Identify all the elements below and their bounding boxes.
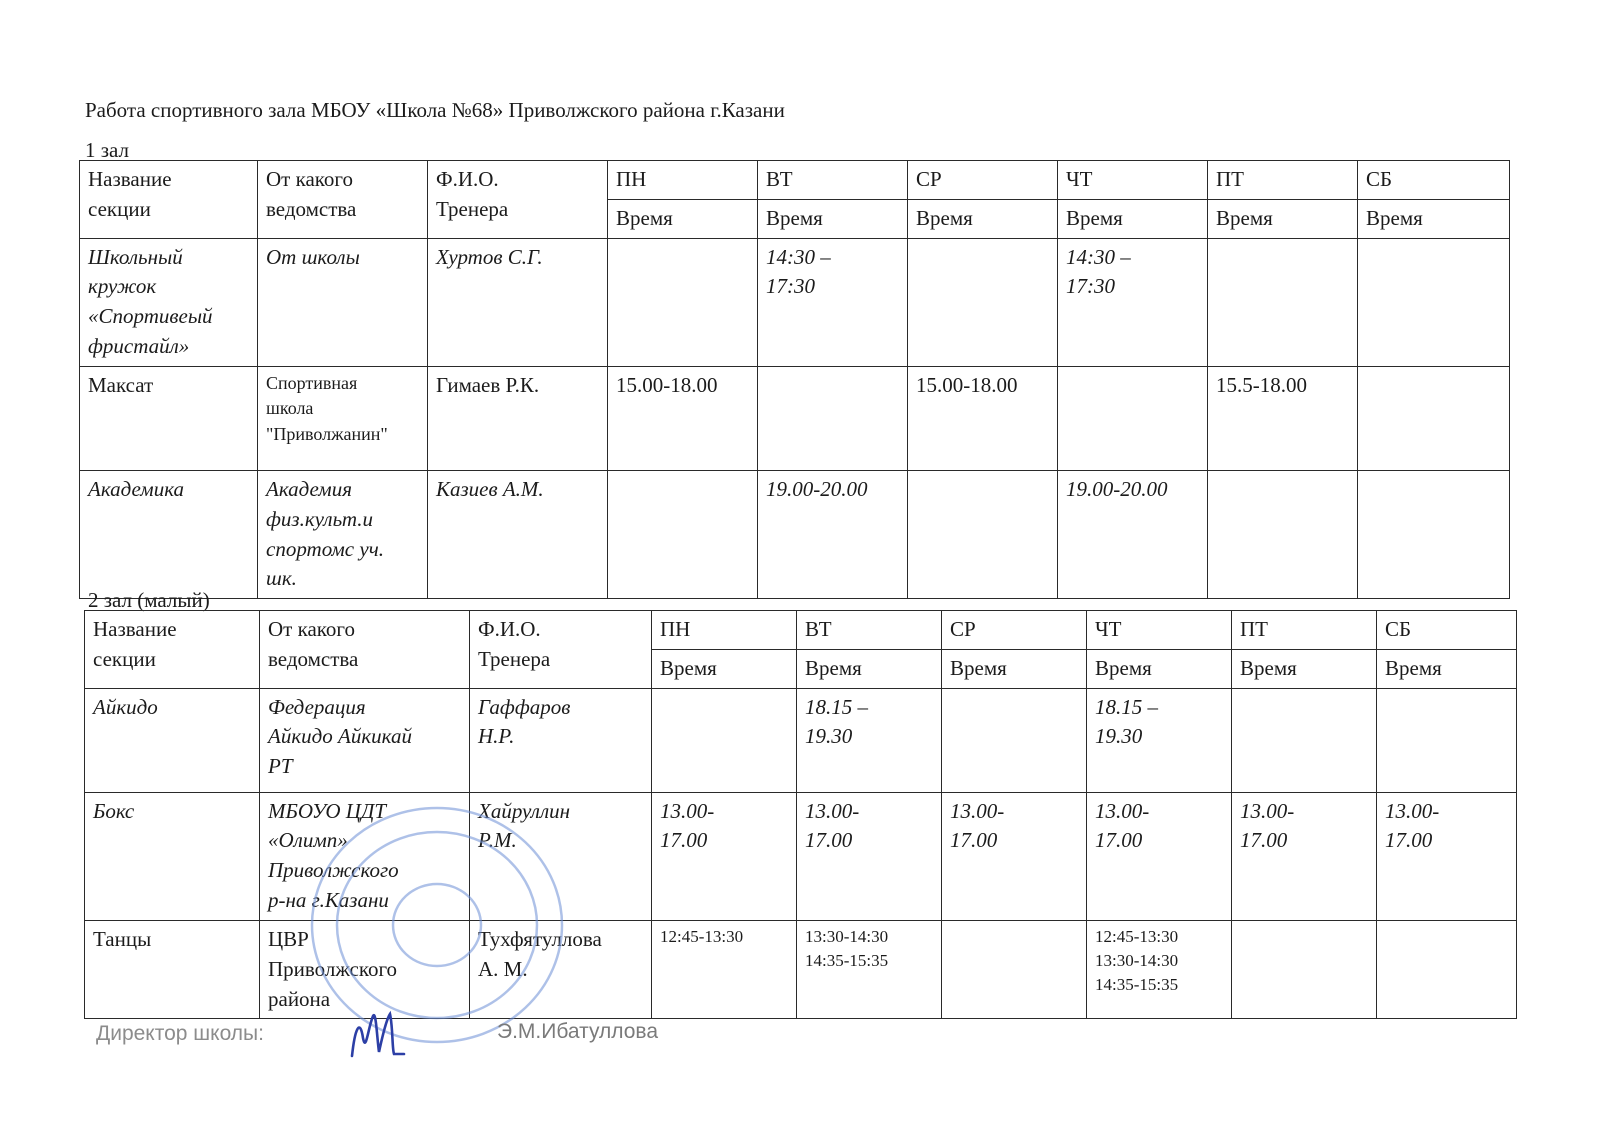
cell-line: РТ	[268, 754, 293, 779]
cell-line: Айкидо Айкикай	[268, 724, 412, 749]
time-cell-thu	[1058, 366, 1208, 470]
cell-line: А. М.	[478, 956, 528, 981]
time-cell-thu	[1058, 470, 1208, 598]
header-day-tue: ВТ	[758, 161, 908, 200]
header-day-tue: ВТ	[797, 611, 942, 650]
time-cell-thu	[1087, 688, 1232, 792]
cell-line: Академия	[266, 476, 352, 501]
time-cell-tue	[758, 366, 908, 470]
cell-line: 14:30 –	[766, 244, 831, 269]
cell-line: школа	[266, 398, 314, 419]
cell-line: Н.Р.	[478, 724, 515, 749]
cell-line: 14:30 –	[1066, 244, 1131, 269]
hall1-row-akademika	[80, 470, 1510, 598]
hall2-header-row	[85, 611, 1517, 650]
time-cell-wed	[942, 688, 1087, 792]
cell-line: Гаффаров	[478, 694, 571, 719]
header-section-name: Название секции	[80, 161, 258, 239]
trainer-cell	[428, 238, 608, 366]
cell-line: фристайл»	[88, 334, 190, 359]
trainer-cell	[428, 470, 608, 598]
header-day-fri: ПТ	[1232, 611, 1377, 650]
cell-line: 15.00-18.00	[916, 372, 1018, 397]
time-cell-mon	[608, 470, 758, 598]
department-cell	[258, 238, 428, 366]
hall2-row-aikido	[85, 688, 1517, 792]
cell-line: 13:30-14:30	[1095, 951, 1179, 970]
trainer-cell	[470, 792, 652, 920]
cell-line: «Спортивеый	[88, 304, 213, 329]
cell-line: 13.00-	[660, 798, 715, 823]
header-day-wed: СР	[908, 161, 1058, 200]
header-time: Время	[797, 649, 942, 688]
cell-line: района	[268, 986, 331, 1011]
cell-line: Школьный	[88, 244, 183, 269]
cell-line: От школы	[266, 244, 360, 269]
time-cell-wed	[908, 366, 1058, 470]
time-cell-fri	[1232, 920, 1377, 1018]
header-day-thu: ЧТ	[1087, 611, 1232, 650]
hall2-label: 2 зал (малый)	[88, 588, 210, 612]
time-cell-thu	[1058, 238, 1208, 366]
time-cell-mon	[608, 366, 758, 470]
cell-line: 13.00-	[1385, 798, 1440, 823]
cell-line: 13.00-	[1095, 798, 1150, 823]
cell-line: шк.	[266, 566, 297, 591]
cell-line: 12:45-13:30	[1095, 926, 1179, 946]
header-section-name: Название секции	[85, 611, 260, 689]
cell-line: физ.культ.и	[266, 506, 374, 531]
header-day-wed: СР	[942, 611, 1087, 650]
cell-line: 18.15 –	[1095, 694, 1158, 719]
department-cell	[258, 470, 428, 598]
trainer-cell	[470, 688, 652, 792]
cell-line: Казиев А.М.	[436, 476, 544, 501]
header-trainer: Ф.И.О. Тренера	[470, 611, 652, 689]
cell-line: 13.00-	[805, 798, 860, 823]
hall2-row-dance	[85, 920, 1517, 1018]
cell-line: "Приволжанин"	[266, 423, 388, 444]
section-name-cell	[85, 920, 260, 1018]
header-day-fri: ПТ	[1208, 161, 1358, 200]
header-time: Время	[1087, 649, 1232, 688]
cell-line: 15.00-18.00	[616, 372, 718, 397]
header-day-mon: ПН	[652, 611, 797, 650]
section-name-cell	[80, 470, 258, 598]
director-label: Директор школы:	[96, 1022, 264, 1045]
cell-line: 17.00	[1095, 828, 1143, 853]
cell-line: 12:45-13:30	[660, 926, 744, 946]
time-cell-thu	[1087, 920, 1232, 1018]
cell-line: Приволжского	[268, 956, 398, 981]
time-cell-wed	[942, 792, 1087, 920]
time-cell-fri	[1208, 238, 1358, 366]
cell-line: 19.30	[1095, 724, 1143, 749]
section-name-cell	[80, 238, 258, 366]
cell-line: 17:30	[766, 274, 815, 299]
cell-line: 14:35-15:35	[1095, 975, 1179, 995]
time-cell-thu	[1087, 792, 1232, 920]
cell-line: Айкидо	[93, 694, 158, 719]
department-cell	[260, 792, 470, 920]
time-cell-mon	[652, 688, 797, 792]
time-cell-sat	[1358, 366, 1510, 470]
time-cell-fri	[1208, 470, 1358, 598]
cell-line: 14:35-15:35	[805, 951, 889, 970]
header-time: Время	[1058, 199, 1208, 238]
header-department: От какого ведомства	[260, 611, 470, 689]
cell-line: 17.00	[1385, 828, 1433, 853]
header-time: Время	[908, 199, 1058, 238]
header-time: Время	[758, 199, 908, 238]
cell-line: Тухфятуллова	[478, 926, 602, 951]
header-day-sat: СБ	[1358, 161, 1510, 200]
cell-line: 17:30	[1066, 274, 1115, 299]
hall1-header-row	[80, 161, 1510, 200]
cell-line: Максат	[88, 372, 154, 397]
document-title: Работа спортивного зала МБОУ «Школа №68» Приволжского района г.Казани	[85, 98, 785, 122]
time-cell-tue	[797, 792, 942, 920]
cell-line: 19.00-20.00	[766, 476, 868, 501]
hall2-row-boxing	[85, 792, 1517, 920]
time-cell-fri	[1208, 366, 1358, 470]
section-name-cell	[85, 792, 260, 920]
header-department: От какого ведомства	[258, 161, 428, 239]
cell-line: Приволжского	[268, 858, 399, 883]
header-time: Время	[1377, 649, 1517, 688]
cell-line: Хуртов С.Г.	[436, 244, 543, 269]
cell-line: 17.00	[1240, 828, 1288, 853]
time-cell-fri	[1232, 792, 1377, 920]
time-cell-tue	[797, 920, 942, 1018]
cell-line: 19.00-20.00	[1066, 476, 1168, 501]
cell-line: 13:30-14:30	[805, 926, 889, 946]
director-signature	[346, 1008, 406, 1063]
time-cell-mon	[652, 792, 797, 920]
cell-line: 19.30	[805, 724, 853, 749]
time-cell-sat	[1377, 792, 1517, 920]
cell-line: 13.00-	[1240, 798, 1295, 823]
header-time: Время	[652, 649, 797, 688]
cell-line: Академика	[88, 476, 185, 501]
time-cell-tue	[758, 470, 908, 598]
header-day-thu: ЧТ	[1058, 161, 1208, 200]
cell-line: Спортивная	[266, 372, 358, 393]
cell-line: Гимаев Р.К.	[436, 372, 540, 397]
header-time: Время	[942, 649, 1087, 688]
trainer-cell	[428, 366, 608, 470]
time-cell-tue	[758, 238, 908, 366]
director-name: Э.М.Ибатуллова	[497, 1020, 659, 1043]
time-cell-sat	[1377, 920, 1517, 1018]
time-cell-sat	[1358, 470, 1510, 598]
time-cell-wed	[908, 238, 1058, 366]
cell-line: спортомс уч.	[266, 536, 384, 561]
header-time: Время	[1208, 199, 1358, 238]
time-cell-wed	[942, 920, 1087, 1018]
section-name-cell	[85, 688, 260, 792]
cell-line: 17.00	[660, 828, 708, 853]
cell-line: Танцы	[93, 926, 152, 951]
department-cell	[258, 366, 428, 470]
time-cell-fri	[1232, 688, 1377, 792]
section-name-cell	[80, 366, 258, 470]
header-time: Время	[1358, 199, 1510, 238]
department-cell	[260, 920, 470, 1018]
header-trainer: Ф.И.О. Тренера	[428, 161, 608, 239]
cell-line: Бокс	[93, 798, 135, 823]
hall2-schedule-table	[84, 610, 1517, 1019]
cell-line: 15.5-18.00	[1216, 372, 1307, 397]
header-day-sat: СБ	[1377, 611, 1517, 650]
cell-line: ЦВР	[268, 926, 309, 951]
cell-line: Хайруллин	[478, 798, 571, 823]
header-time: Время	[608, 199, 758, 238]
cell-line: Р.М.	[478, 828, 517, 853]
time-cell-sat	[1377, 688, 1517, 792]
hall1-row-maksat	[80, 366, 1510, 470]
hall1-schedule-table	[79, 160, 1510, 599]
cell-line: МБОУО ЦДТ	[268, 798, 387, 823]
hall1-row-school-club	[80, 238, 1510, 366]
cell-line: Федерация	[268, 694, 366, 719]
time-cell-wed	[908, 470, 1058, 598]
hall1-label: 1 зал	[85, 138, 130, 162]
department-cell	[260, 688, 470, 792]
cell-line: кружок	[88, 274, 157, 299]
time-cell-mon	[608, 238, 758, 366]
cell-line: 17.00	[950, 828, 998, 853]
time-cell-sat	[1358, 238, 1510, 366]
cell-line: 18.15 –	[805, 694, 868, 719]
cell-line: 17.00	[805, 828, 853, 853]
time-cell-tue	[797, 688, 942, 792]
cell-line: «Олимп»	[268, 828, 348, 853]
trainer-cell	[470, 920, 652, 1018]
header-time: Время	[1232, 649, 1377, 688]
time-cell-mon	[652, 920, 797, 1018]
cell-line: р-на г.Казани	[268, 888, 389, 913]
cell-line: 13.00-	[950, 798, 1005, 823]
header-day-mon: ПН	[608, 161, 758, 200]
